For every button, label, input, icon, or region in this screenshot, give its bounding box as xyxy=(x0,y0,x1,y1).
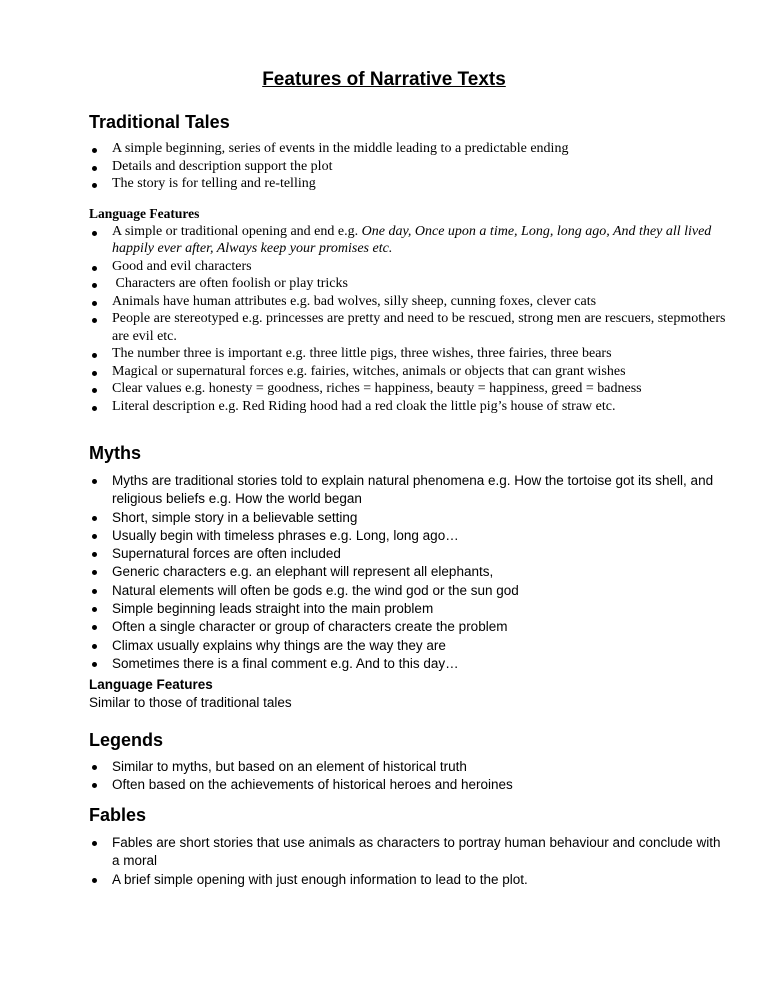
list-item: Similar to myths, but based on an element of historical truth xyxy=(89,758,729,776)
paragraph: Similar to those of traditional tales xyxy=(89,695,292,710)
list-item: The number three is important e.g. three little pigs, three wishes, three fairies, three bears xyxy=(89,345,729,363)
list-item: Simple beginning leads straight into the main problem xyxy=(89,600,729,618)
section-heading: Traditional Tales xyxy=(89,112,230,132)
list-item: People are stereotyped e.g. princesses are pretty and need to be rescued, strong men are rescuers, stepmothers are evil etc. xyxy=(89,310,729,345)
list-item xyxy=(89,223,729,258)
list-item: Sometimes there is a final comment e.g. And to this day… xyxy=(89,655,729,673)
section-traditional-tales xyxy=(89,111,729,193)
list-item: Often a single character or group of characters create the problem xyxy=(89,618,729,636)
section-heading: Fables xyxy=(89,805,147,825)
list-item: A brief simple opening with just enough information to lead to the plot. xyxy=(89,871,729,889)
bullet-list xyxy=(89,140,729,193)
list-item: Myths are traditional stories told to explain natural phenomena e.g. How the tortoise got its shell, and religious beliefs e.g. How the world began xyxy=(89,472,729,509)
list-item: A simple beginning, series of events in the middle leading to a predictable ending xyxy=(89,140,729,158)
list-item: Magical or supernatural forces e.g. fairies, witches, animals or objects that can grant wishes xyxy=(89,363,729,381)
list-item: Details and description support the plot xyxy=(89,158,729,176)
bullet-list xyxy=(89,834,729,889)
list-item: Often based on the achievements of historical heroes and heroines xyxy=(89,776,729,794)
list-item: Natural elements will often be gods e.g. the wind god or the sun god xyxy=(89,582,729,600)
page-title: Features of Narrative Texts xyxy=(262,69,506,90)
list-item: The story is for telling and re-telling xyxy=(89,175,729,193)
list-item: Generic characters e.g. an elephant will represent all elephants, xyxy=(89,563,729,581)
list-item: Climax usually explains why things are the way they are xyxy=(89,637,729,655)
section-fables xyxy=(89,804,729,889)
language-features-list xyxy=(89,223,729,416)
list-item: Short, simple story in a believable setting xyxy=(89,509,729,527)
section-myths-language xyxy=(89,676,729,712)
section-myths xyxy=(89,442,729,673)
list-item: Fables are short stories that use animals as characters to portray human behaviour and conclude with a moral xyxy=(89,834,729,871)
list-item: Supernatural forces are often included xyxy=(89,545,729,563)
section-heading: Legends xyxy=(89,730,164,750)
subsection-label: Language Features xyxy=(89,677,213,692)
section-legends xyxy=(89,729,729,795)
bullet-list xyxy=(89,758,729,795)
list-item: Characters are often foolish or play tricks xyxy=(89,275,729,293)
subsection-label: Language Features xyxy=(89,206,200,221)
item-examples: One day, Once upon a time, Long, long ago, And they all lived happily ever after, Always keep your promises etc. xyxy=(112,223,712,256)
section-traditional-language xyxy=(89,205,729,415)
list-item: Usually begin with timeless phrases e.g. Long, long ago… xyxy=(89,527,729,545)
list-item: Literal description e.g. Red Riding hood had a red cloak the little pig’s house of straw etc. xyxy=(89,398,729,416)
item-text: A simple or traditional opening and end e.g. xyxy=(112,223,362,239)
list-item: Animals have human attributes e.g. bad wolves, silly sheep, cunning foxes, clever cats xyxy=(89,293,729,311)
list-item: Clear values e.g. honesty = goodness, riches = happiness, beauty = happiness, greed = badness xyxy=(89,380,729,398)
section-heading: Myths xyxy=(89,443,142,463)
list-item: Good and evil characters xyxy=(89,258,729,276)
bullet-list xyxy=(89,472,729,673)
